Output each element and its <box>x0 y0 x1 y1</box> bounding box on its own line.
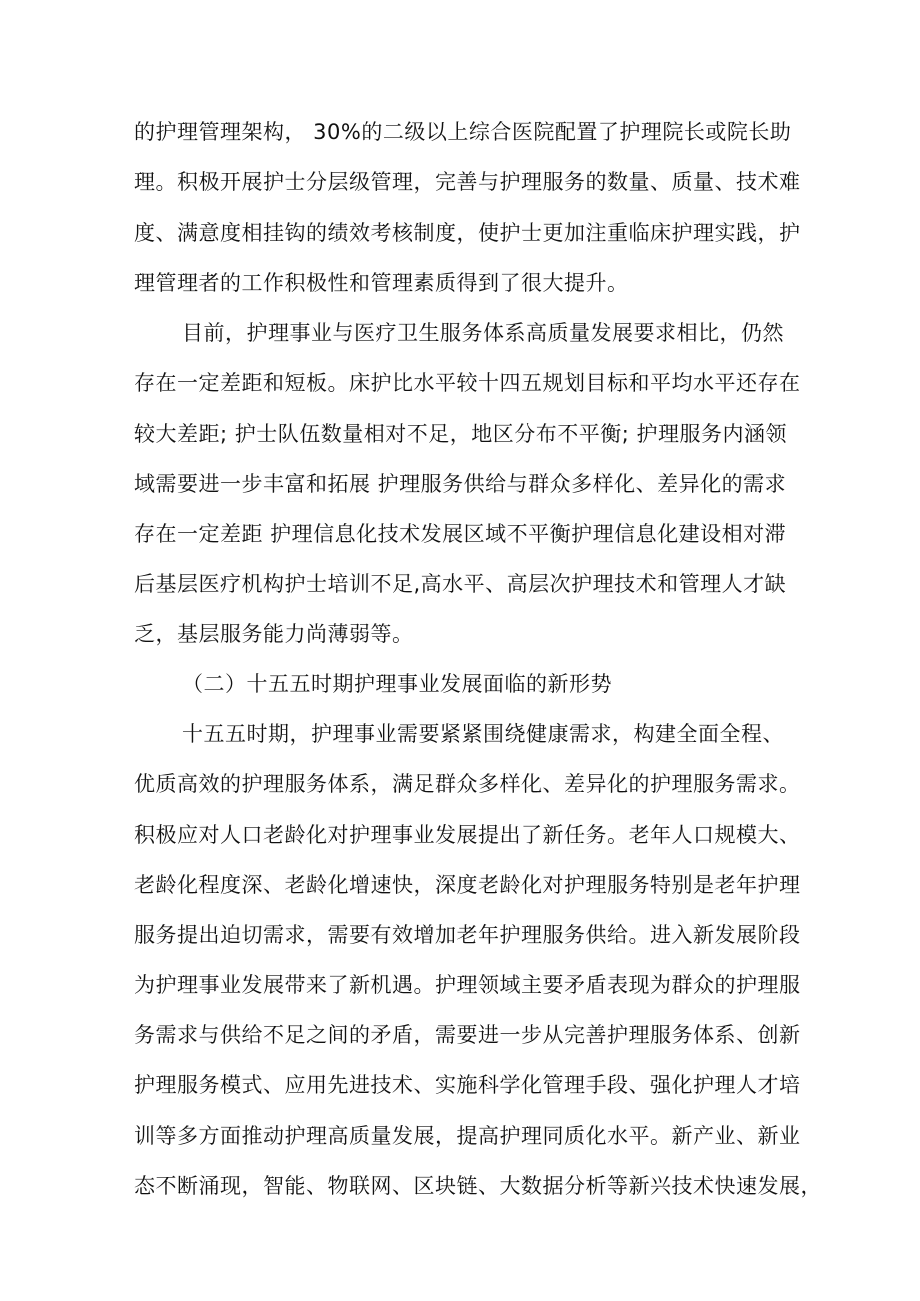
text-line: 十五五时期，护理事业需要紧紧围绕健康需求，构建全面全程、 <box>182 722 784 746</box>
text-line: 为护理事业发展带来了新机遇。护理领域主要矛盾表现为群众的护理服 <box>134 973 801 997</box>
text-line: 后基层医疗机构护士培训不足,高水平、高层次护理技术和管理人才缺 <box>134 572 787 596</box>
text-line: 积极应对人口老龄化对护理事业发展提出了新任务。老年人口规模大、 <box>134 823 801 847</box>
text-line: 护理服务模式、应用先进技术、实施科学化管理手段、强化护理人才培 <box>134 1073 801 1097</box>
section-heading: （二）十五五时期护理事业发展面临的新形势 <box>182 672 612 696</box>
text-line: 度、满意度相挂钩的绩效考核制度，使护士更加注重临床护理实践，护 <box>134 221 801 245</box>
text-line: 的护理管理架构， 30%的二级以上综合医院配置了护理院长或院长助 <box>134 120 792 144</box>
text-line: 域需要进一步丰富和拓展 护理服务供给与群众多样化、差异化的需求 <box>134 472 787 496</box>
text-line: 理管理者的工作积极性和管理素质得到了很大提升。 <box>134 271 629 295</box>
text-line: 训等多方面推动护理高质量发展，提高护理同质化水平。新产业、新业 <box>134 1124 801 1148</box>
text-line: 乏，基层服务能力尚薄弱等。 <box>134 622 414 646</box>
text-line: 老龄化程度深、老龄化增速快，深度老龄化对护理服务特别是老年护理 <box>134 873 801 897</box>
text-line: 较大差距; 护士队伍数量相对不足，地区分布不平衡; 护理服务内涵领 <box>134 422 787 446</box>
text-line: 存在一定差距 护理信息化技术发展区域不平衡护理信息化建设相对滞 <box>134 522 787 546</box>
text-line: 理。积极开展护士分层级管理，完善与护理服务的数量、质量、技术难 <box>134 170 801 194</box>
text-line: 务需求与供给不足之间的矛盾，需要进一步从完善护理服务体系、创新 <box>134 1023 801 1047</box>
text-line: 态不断涌现，智能、物联网、区块链、大数据分析等新兴技术快速发展， <box>134 1174 822 1198</box>
text-line: 优质高效的护理服务体系，满足群众多样化、差异化的护理服务需求。 <box>134 772 801 796</box>
text-line: 目前，护理事业与医疗卫生服务体系高质量发展要求相比，仍然 <box>182 321 784 345</box>
text-line: 服务提出迫切需求，需要有效增加老年护理服务供给。进入新发展阶段 <box>134 923 801 947</box>
text-line: 存在一定差距和短板。床护比水平较十四五规划目标和平均水平还存在 <box>134 371 801 395</box>
